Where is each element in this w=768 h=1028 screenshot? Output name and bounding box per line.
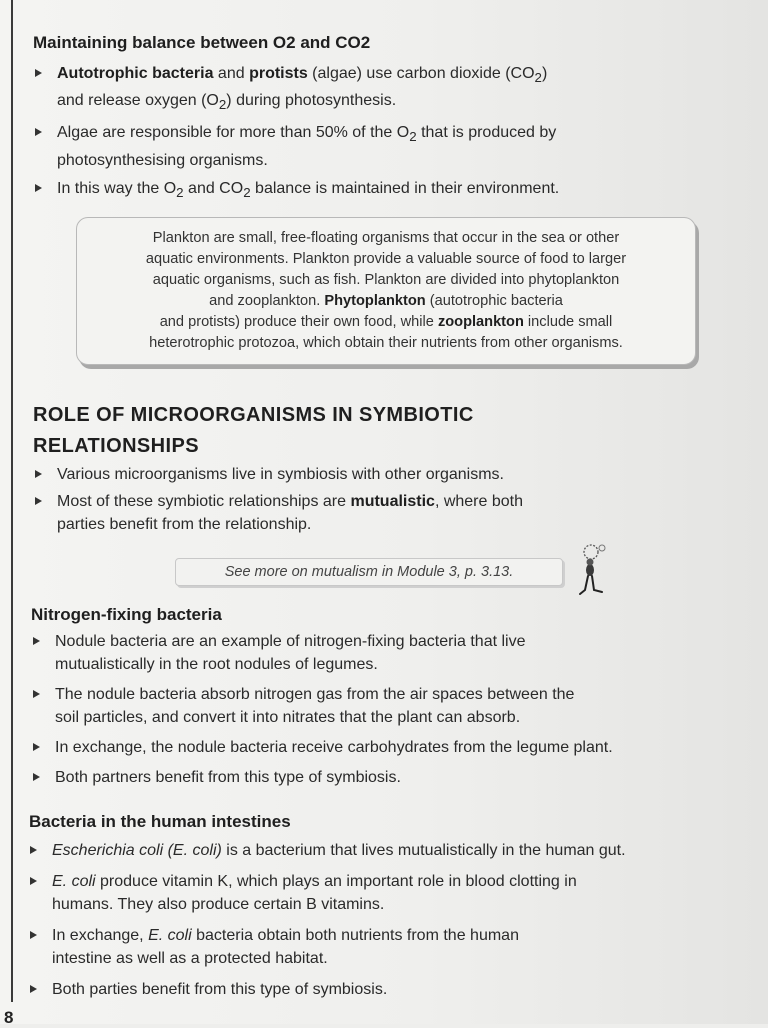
subscript: 2 [243, 184, 251, 200]
symbiosis-list [33, 463, 693, 536]
text: include small [523, 314, 613, 330]
text: , where both [434, 493, 523, 510]
triangle-bullet-icon [30, 931, 37, 939]
text: balance is maintained in their environment. [250, 179, 560, 197]
nitrogen-list [31, 630, 756, 789]
text: ) during photosynthesis. [226, 92, 397, 110]
text: (autotrophic bacteria [425, 293, 563, 309]
subscript: 2 [218, 97, 227, 113]
text: In this way the O [57, 179, 177, 197]
list-item [31, 736, 756, 759]
info-line: heterotrophic protozoa, which obtain their nutrients from other organisms. [149, 335, 623, 351]
text: and zooplankton. [209, 293, 325, 309]
text: is a bacterium that lives mutualistically in the human gut. [221, 842, 626, 859]
list-item [31, 766, 756, 789]
list-item [33, 62, 693, 116]
bold-term: mutualistic [350, 493, 435, 510]
text: (algae) use carbon dioxide (CO [307, 65, 535, 82]
text: In exchange, the nodule bacteria receive carbohydrates from the legume plant. [55, 739, 613, 756]
triangle-bullet-icon [35, 497, 42, 505]
bold-term: Autotrophic bacteria [57, 65, 214, 82]
text: humans. They also produce certain B vitamins. [52, 896, 385, 913]
list-item [33, 121, 693, 171]
triangle-bullet-icon [33, 690, 40, 698]
text: and protists) produce their own food, while [159, 314, 438, 330]
bold-term: protists [249, 65, 308, 82]
text: Both parties benefit from this type of symbiosis. [52, 981, 388, 998]
gas-balance-list [33, 62, 693, 204]
info-line [89, 312, 683, 333]
scientist-mascot-icon [576, 540, 610, 602]
text: and release oxygen (O [57, 92, 219, 110]
plankton-info-box [76, 217, 696, 365]
section-heading-symbiosis [33, 400, 673, 462]
text: Most of these symbiotic relationships are [57, 493, 351, 510]
text: and [213, 65, 250, 82]
triangle-bullet-icon [33, 743, 40, 751]
text: ) [541, 65, 548, 82]
triangle-bullet-icon [35, 470, 42, 478]
text: intestine as well as a protected habitat. [52, 950, 328, 967]
text: parties benefit from the relationship. [57, 516, 312, 533]
subscript: 2 [409, 129, 417, 145]
heading-line: ROLE OF MICROORGANISMS IN SYMBIOTIC [33, 404, 474, 426]
italic-term: Escherichia coli (E. coli) [52, 842, 222, 859]
text: soil particles, and convert it into nitrates that the plant can absorb. [55, 709, 521, 726]
text: photosynthesising organisms. [57, 151, 268, 169]
section-heading-intestines: Bacteria in the human intestines [29, 812, 291, 831]
italic-term: E. coli [52, 873, 96, 890]
list-item [31, 630, 756, 676]
text: Both partners benefit from this type of symbiosis. [55, 769, 401, 786]
text: In exchange, [52, 927, 149, 944]
page-number: 8 [4, 1008, 14, 1027]
triangle-bullet-icon [30, 985, 37, 993]
triangle-bullet-icon [35, 184, 42, 192]
list-item [33, 490, 693, 536]
text: mutualistically in the root nodules of legumes. [55, 656, 378, 673]
heading-line: RELATIONSHIPS [33, 435, 199, 457]
triangle-bullet-icon [30, 846, 37, 854]
info-line [89, 291, 683, 312]
section-heading-nitrogen: Nitrogen-fixing bacteria [31, 605, 222, 624]
list-item [28, 924, 763, 970]
text: Algae are responsible for more than 50% of the O [57, 124, 410, 142]
cross-reference-box: See more on mutualism in Module 3, p. 3.13. [175, 558, 563, 586]
triangle-bullet-icon [30, 877, 37, 885]
subscript: 2 [176, 184, 184, 200]
text: that is produced by [416, 124, 557, 142]
list-item [31, 683, 756, 729]
text: bacteria obtain both nutrients from the human [191, 927, 519, 944]
section-heading-gas-balance: Maintaining balance between O2 and CO2 [33, 33, 371, 52]
info-line: aquatic environments. Plankton provide a valuable source of food to larger [145, 251, 627, 267]
triangle-bullet-icon [33, 637, 40, 645]
triangle-bullet-icon [35, 128, 42, 136]
text: produce vitamin K, which plays an important role in blood clotting in [95, 873, 577, 890]
triangle-bullet-icon [33, 773, 40, 781]
bold-term: zooplankton [437, 314, 524, 330]
bold-term: Phytoplankton [324, 293, 426, 309]
text: The nodule bacteria absorb nitrogen gas from the air spaces between the [55, 686, 575, 703]
intestine-list [28, 839, 763, 1001]
text: and CO [183, 179, 244, 197]
info-line: Plankton are small, free-floating organisms that occur in the sea or other [152, 230, 620, 246]
text: Various microorganisms live in symbiosis with other organisms. [57, 466, 504, 483]
subscript: 2 [534, 70, 542, 86]
info-line: aquatic organisms, such as fish. Plankton are divided into phytoplankton [152, 272, 620, 288]
list-item [28, 870, 763, 916]
text: Nodule bacteria are an example of nitrogen-fixing bacteria that live [55, 633, 526, 650]
list-item [33, 177, 693, 204]
list-item [28, 839, 763, 862]
triangle-bullet-icon [35, 69, 42, 77]
list-item [28, 978, 763, 1001]
italic-term: E. coli [148, 927, 192, 944]
list-item [33, 463, 693, 486]
